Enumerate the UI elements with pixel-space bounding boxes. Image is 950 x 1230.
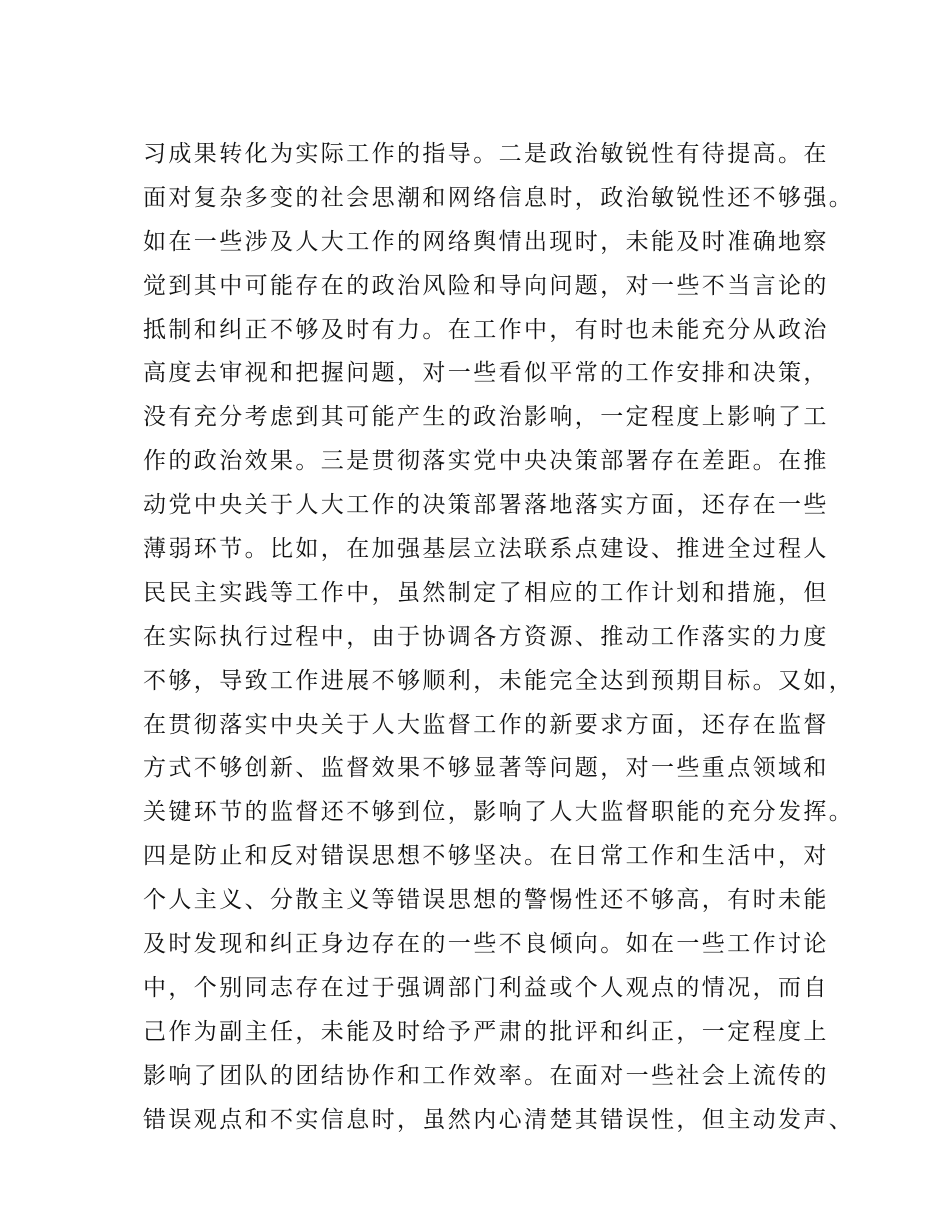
text-line: 民民主实践等工作中，虽然制定了相应的工作计划和措施，但 bbox=[143, 579, 829, 606]
text-line: 方式不够创新、监督效果不够显著等问题，对一些重点领域和 bbox=[143, 755, 829, 782]
text-line: 个人主义、分散主义等错误思想的警惕性还不够高，有时未能 bbox=[143, 887, 829, 914]
text-line: 错误观点和不实信息时，虽然内心清楚其错误性，但主动发声、 bbox=[143, 1106, 855, 1133]
text-line: 己作为副主任，未能及时给予严肃的批评和纠正，一定程度上 bbox=[143, 1018, 829, 1045]
text-line: 没有充分考虑到其可能产生的政治影响，一定程度上影响了工 bbox=[143, 404, 829, 431]
text-line: 如在一些涉及人大工作的网络舆情出现时，未能及时准确地察 bbox=[143, 228, 829, 255]
text-line: 关键环节的监督还不够到位，影响了人大监督职能的充分发挥。 bbox=[143, 799, 855, 826]
text-line: 四是防止和反对错误思想不够坚决。在日常工作和生活中，对 bbox=[143, 843, 829, 870]
body-text bbox=[143, 133, 855, 1142]
text-line: 动党中央关于人大工作的决策部署落地落实方面，还存在一些 bbox=[143, 492, 829, 519]
text-line: 觉到其中可能存在的政治风险和导向问题，对一些不当言论的 bbox=[143, 272, 829, 299]
text-line: 作的政治效果。三是贯彻落实党中央决策部署存在差距。在推 bbox=[143, 448, 829, 475]
text-line: 在贯彻落实中央关于人大监督工作的新要求方面，还存在监督 bbox=[143, 711, 829, 738]
text-line: 薄弱环节。比如，在加强基层立法联系点建设、推进全过程人 bbox=[143, 536, 829, 563]
text-line: 抵制和纠正不够及时有力。在工作中，有时也未能充分从政治 bbox=[143, 316, 829, 343]
text-line: 面对复杂多变的社会思潮和网络信息时，政治敏锐性还不够强。 bbox=[143, 184, 855, 211]
text-line: 习成果转化为实际工作的指导。二是政治敏锐性有待提高。在 bbox=[143, 141, 829, 167]
text-line: 在实际执行过程中，由于协调各方资源、推动工作落实的力度 bbox=[143, 623, 829, 650]
text-line: 中，个别同志存在过于强调部门利益或个人观点的情况，而自 bbox=[143, 974, 829, 1001]
text-line: 高度去审视和把握问题，对一些看似平常的工作安排和决策， bbox=[143, 360, 829, 387]
text-line: 及时发现和纠正身边存在的一些不良倾向。如在一些工作讨论 bbox=[143, 931, 829, 958]
text-line: 不够，导致工作进展不够顺利，未能完全达到预期目标。又如， bbox=[143, 667, 855, 694]
text-line: 影响了团队的团结协作和工作效率。在面对一些社会上流传的 bbox=[143, 1062, 829, 1089]
